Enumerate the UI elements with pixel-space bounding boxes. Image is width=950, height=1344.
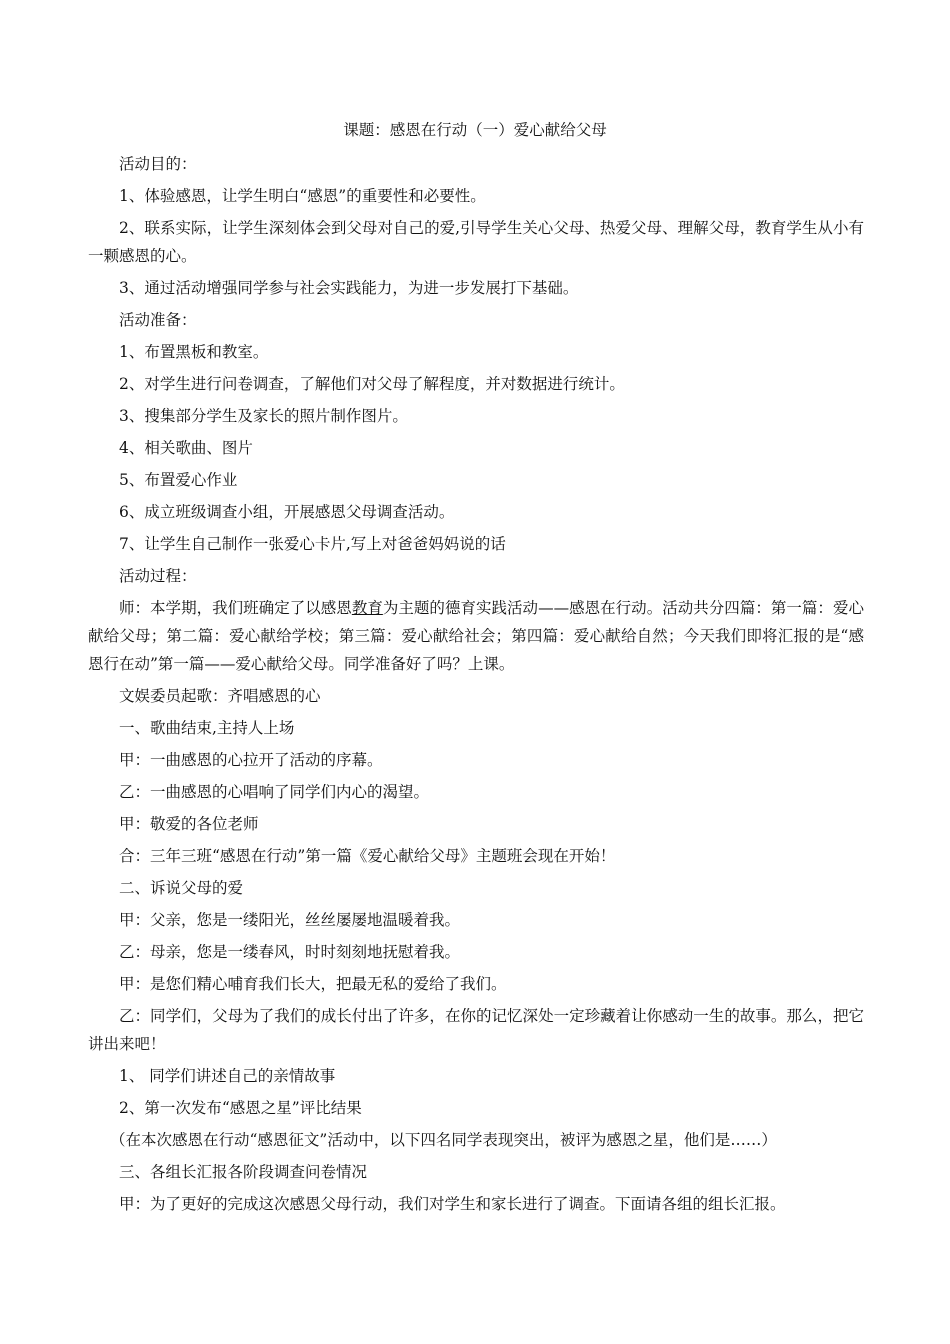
dialogue-line: 甲：为了更好的完成这次感恩父母行动，我们对学生和家长进行了调查。下面请各组的组长汇报。 — [119, 1195, 786, 1213]
dialogue-line: 甲：父亲，您是一缕阳光，丝丝屡屡地温暖着我。 — [119, 911, 461, 929]
dialogue-line: 乙：一曲感恩的心唱响了同学们内心的渴望。 — [119, 783, 430, 801]
dialogue-line: 乙：同学们，父母为了我们的成长付出了许多，在你的记忆深处一定珍藏着让你感动一生的故事。那么，把它讲出来吧！ — [88, 1007, 864, 1053]
preparation-item-1: 1、布置黑板和教室。 — [119, 343, 269, 361]
dialogue-line: 甲：敬爱的各位老师 — [119, 815, 259, 833]
section-heading-purpose: 活动目的： — [119, 155, 197, 173]
preparation-item-3: 3、搜集部分学生及家长的照片制作图片。 — [119, 407, 408, 425]
process-substep-2: 2、第一次发布“感恩之星”评比结果 — [119, 1099, 362, 1117]
dialogue-line: 合：三年三班“感恩在行动”第一篇《爱心献给父母》主题班会现在开始！ — [119, 847, 616, 865]
purpose-item-3: 3、通过活动增强同学参与社会实践能力，为进一步发展打下基础。 — [119, 279, 579, 297]
preparation-item-5: 5、布置爱心作业 — [119, 471, 238, 489]
dialogue-line: 甲：一曲感恩的心拉开了活动的序幕。 — [119, 751, 383, 769]
underlined-link-education[interactable]: 教育 — [351, 599, 383, 617]
document-title: 课题：感恩在行动（一）爱心献给父母 — [343, 121, 607, 139]
process-note: （在本次感恩在行动“感恩征文”活动中，以下四名同学表现突出，被评为感恩之星，他们是……） — [110, 1131, 777, 1149]
process-substep-1: 1、 同学们讲述自己的亲情故事 — [119, 1067, 336, 1085]
preparation-item-7: 7、让学生自己制作一张爱心卡片,写上对爸爸妈妈说的话 — [119, 535, 506, 553]
teacher-intro-paragraph — [88, 592, 864, 680]
teacher-intro-text-start: 师：本学期，我们班确定了以感恩 — [119, 599, 352, 617]
purpose-item-1: 1、体验感恩，让学生明白“感恩”的重要性和必要性。 — [119, 187, 486, 205]
teacher-intro-text-end: 为主题的德育实践活动——感恩在行动。活动共分四篇：第一篇：爱心献给父母；第二篇：爱心献给学校；第三篇：爱心献给社会；第四篇：爱心献给自然；今天我们即将汇报的是“感恩行在动”第一篇——爱心献给父母。同学准备好了吗？上课。 — [88, 599, 864, 673]
process-step-2-heading: 二、诉说父母的爱 — [119, 879, 244, 897]
section-heading-preparation: 活动准备： — [119, 311, 197, 329]
preparation-item-2: 2、对学生进行问卷调查，了解他们对父母了解程度，并对数据进行统计。 — [119, 375, 625, 393]
process-line-song: 文娱委员起歌：齐唱感恩的心 — [119, 687, 321, 705]
preparation-item-6: 6、成立班级调查小组，开展感恩父母调查活动。 — [119, 503, 455, 521]
purpose-item-2: 2、联系实际，让学生深刻体会到父母对自己的爱,引导学生关心父母、热爱父母、理解父母，教育学生从小有一颗感恩的心。 — [88, 219, 864, 265]
process-step-1-heading: 一、歌曲结束,主持人上场 — [119, 719, 295, 737]
preparation-item-4: 4、相关歌曲、图片 — [119, 439, 253, 457]
section-heading-process: 活动过程： — [119, 567, 197, 585]
document-body — [88, 148, 864, 1220]
process-step-3-heading: 三、各组长汇报各阶段调查问卷情况 — [119, 1163, 368, 1181]
dialogue-line: 乙：母亲，您是一缕春风，时时刻刻地抚慰着我。 — [119, 943, 461, 961]
dialogue-line: 甲：是您们精心哺育我们长大，把最无私的爱给了我们。 — [119, 975, 507, 993]
